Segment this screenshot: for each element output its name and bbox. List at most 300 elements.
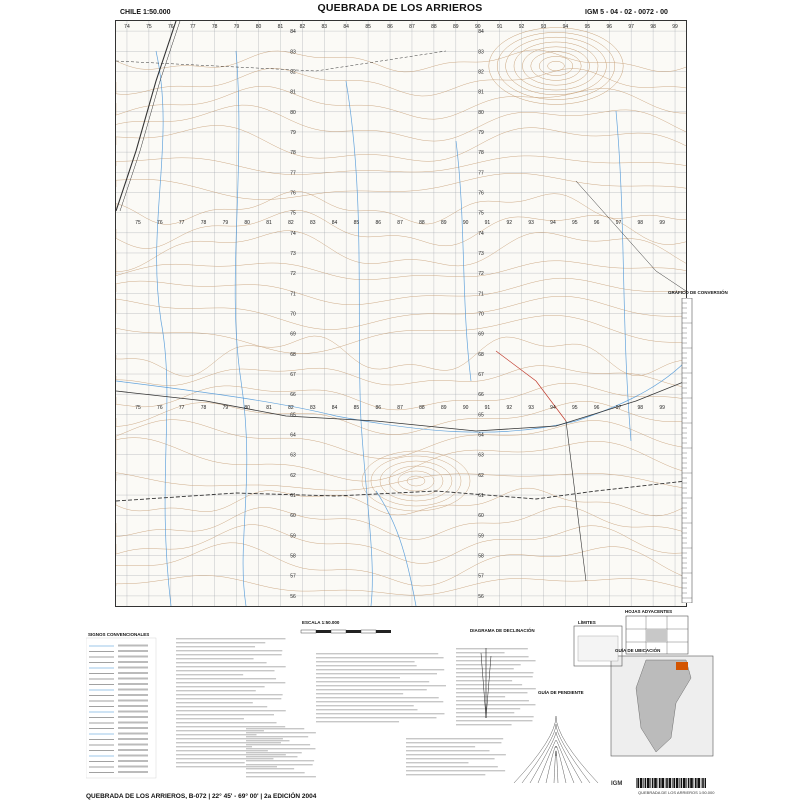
- text-line: [456, 648, 528, 649]
- grid-label-x: 81: [277, 24, 284, 30]
- grid-label-y: 61: [290, 493, 296, 500]
- text-line: [176, 694, 283, 695]
- grid-label-y: 71: [478, 291, 484, 298]
- grid-label-y: 63: [290, 452, 296, 459]
- grid-label-x: 79: [233, 24, 240, 30]
- text-line: [316, 681, 429, 682]
- text-line: [406, 770, 505, 771]
- grid-label-inner: 99: [659, 405, 665, 411]
- legend-text-line: [118, 744, 148, 746]
- barcode-bar: [688, 778, 690, 788]
- barcode-bar: [697, 778, 700, 788]
- text-line: [246, 760, 314, 761]
- text-line: [406, 762, 468, 763]
- scale-bar: [301, 630, 391, 633]
- text-line: [456, 700, 529, 701]
- text-line: [456, 716, 534, 717]
- grid-label-inner: 93: [528, 405, 534, 411]
- grid-label-y: 62: [478, 472, 484, 479]
- text-line: [456, 708, 520, 709]
- grid-label-inner: 92: [506, 220, 513, 226]
- hill-contour: [371, 456, 461, 506]
- grid-label-inner: 90: [462, 220, 469, 226]
- grid-label-y: 66: [478, 392, 484, 399]
- text-line: [246, 728, 304, 729]
- grid-label-x: 92: [518, 24, 525, 30]
- contour-line: [116, 156, 686, 175]
- text-line: [176, 682, 285, 683]
- grid-label-inner: 77: [178, 405, 185, 411]
- text-line: [176, 670, 275, 671]
- text-line: [316, 697, 439, 698]
- text-line: [176, 642, 265, 643]
- marginal-info: [86, 608, 716, 793]
- grid-label-x: 95: [584, 24, 591, 30]
- grid-label-y: 70: [478, 311, 484, 318]
- barcode-bar: [701, 778, 702, 788]
- legend-text-line: [118, 766, 148, 768]
- grid-label-x: 91: [496, 24, 503, 30]
- legend-text-line: [118, 755, 148, 757]
- grid-label-inner: 81: [266, 220, 272, 226]
- grid-label-inner: 92: [506, 405, 513, 411]
- text-line: [176, 710, 286, 711]
- grid-label-y: 63: [478, 452, 484, 459]
- text-line: [406, 738, 503, 739]
- grid-label-y: 80: [478, 109, 484, 116]
- text-line: [246, 768, 294, 769]
- grid-label-x: 96: [606, 24, 613, 30]
- legend-text-line: [118, 727, 148, 729]
- grid-label-inner: 75: [135, 220, 141, 226]
- barcode-bar: [650, 778, 651, 788]
- map-title: QUEBRADA DE LOS ARRIEROS: [317, 2, 483, 14]
- text-line: [316, 661, 415, 662]
- barcode-bar: [669, 778, 672, 788]
- barcode-bar: [645, 778, 647, 788]
- text-line: [406, 758, 495, 759]
- footer-title: QUEBRADA DE LOS ARRIEROS, B-072 | 22° 45' - 69° 00' | 2a EDICIÓN 2004: [86, 793, 317, 800]
- text-line: [176, 678, 276, 679]
- grid-label-y: 73: [290, 250, 296, 257]
- barcode-bar: [672, 778, 673, 788]
- barcode-bar: [681, 778, 683, 788]
- grid-label-x: 94: [562, 24, 569, 30]
- text-line: [456, 672, 533, 673]
- barcode-bar: [654, 778, 657, 788]
- grid-label-inner: 83: [309, 405, 316, 411]
- grid-label-inner: 82: [288, 220, 294, 226]
- grid-label-y: 62: [290, 472, 296, 479]
- grid-label-x: 80: [255, 24, 262, 30]
- legend-text-line: [118, 700, 148, 702]
- text-line: [176, 646, 255, 647]
- text-line: [246, 744, 310, 745]
- text-line: [406, 766, 498, 767]
- grid-label-x: 76: [168, 24, 174, 30]
- grid-label-inner: 77: [178, 220, 185, 226]
- grid-label-inner: 79: [222, 405, 229, 411]
- grid-label-x: 93: [540, 24, 547, 30]
- grid-label-inner: 97: [615, 405, 622, 411]
- barcode-bar: [683, 778, 686, 788]
- grid-label-x: 77: [189, 24, 196, 30]
- contour-line: [116, 420, 686, 459]
- text-line: [176, 662, 267, 663]
- grid-label-inner: 87: [397, 220, 403, 226]
- text-line: [406, 754, 506, 755]
- text-line: [176, 658, 254, 659]
- grid-label-y: 58: [290, 553, 296, 560]
- text-line: [316, 705, 414, 706]
- text-line: [176, 766, 277, 767]
- grid-label-y: 67: [290, 372, 296, 379]
- legend-text-line: [118, 645, 148, 647]
- slope-title: GUÍA DE PENDIENTE: [538, 690, 584, 695]
- text-line: [456, 668, 514, 669]
- conversion-title: GRÁFICO DE CONVERSIÓN: [668, 290, 728, 295]
- grid-label-y: 69: [290, 331, 296, 338]
- text-line: [456, 684, 522, 685]
- text-line: [176, 722, 277, 723]
- text-line: [456, 664, 521, 665]
- barcode-bar: [636, 778, 637, 788]
- contour-line: [116, 573, 686, 596]
- location-title: GUÍA DE UBICACIÓN: [615, 648, 661, 653]
- text-line: [176, 686, 265, 687]
- barcode-bar: [690, 778, 693, 788]
- grid-label-y: 82: [478, 69, 484, 76]
- barcode-bar: [665, 778, 666, 788]
- grid-label-inner: 75: [135, 405, 141, 411]
- grid-label-inner: 98: [637, 405, 644, 411]
- grid-label-y: 66: [290, 392, 296, 399]
- text-line: [316, 701, 443, 702]
- text-line: [176, 690, 256, 691]
- legend-text-line: [118, 705, 148, 707]
- grid-label-y: 79: [478, 129, 484, 136]
- contour-line: [116, 543, 686, 586]
- limits-title: LÍMITES: [578, 620, 596, 625]
- text-line: [316, 689, 427, 690]
- grid-label-inner: 85: [353, 405, 360, 411]
- contour-line: [116, 210, 686, 248]
- text-line: [456, 724, 512, 725]
- grid-label-y: 78: [478, 150, 484, 157]
- contour-line: [116, 296, 686, 329]
- text-line: [246, 748, 315, 749]
- legend-text-line: [118, 689, 148, 691]
- declination-title: DIAGRAMA DE DECLINACIÓN: [470, 628, 535, 633]
- legend-text-line: [118, 672, 148, 674]
- barcode-bar: [637, 778, 639, 788]
- text-line: [176, 734, 257, 735]
- grid-label-x: 97: [628, 24, 634, 30]
- grid-label-x: 86: [387, 24, 393, 30]
- barcode-bar: [640, 778, 643, 788]
- text-line: [176, 742, 281, 743]
- grid-label-y: 83: [478, 49, 484, 56]
- grid-label-y: 70: [290, 311, 296, 318]
- grid-label-inner: 84: [331, 220, 338, 226]
- grid-label-inner: 89: [440, 405, 447, 411]
- text-line: [176, 666, 286, 667]
- grid-label-y: 74: [478, 230, 484, 237]
- grid-label-inner: 80: [244, 405, 250, 411]
- text-line: [456, 696, 505, 697]
- legend-text-line: [118, 749, 148, 751]
- text-line: [246, 756, 297, 757]
- grid-label-x: 88: [431, 24, 437, 30]
- legend-text-line: [118, 716, 148, 718]
- grid-label-inner: 76: [157, 405, 163, 411]
- barcode: [636, 778, 706, 788]
- grid-label-inner: 84: [331, 405, 338, 411]
- grid-label-y: 71: [290, 291, 296, 298]
- hill-contour: [506, 37, 607, 95]
- text-line: [246, 740, 289, 741]
- text-line: [456, 704, 535, 705]
- text-line: [316, 673, 437, 674]
- grid-label-inner: 93: [528, 220, 534, 226]
- barcode-bar: [652, 778, 654, 788]
- text-line: [176, 730, 264, 731]
- barcode-bar: [695, 778, 697, 788]
- text-line: [316, 653, 438, 654]
- grid-label-inner: 83: [309, 220, 316, 226]
- text-line: [316, 665, 417, 666]
- barcode-bar: [705, 778, 706, 788]
- contour-line: [116, 86, 686, 119]
- grid-label-y: 76: [478, 190, 484, 197]
- text-line: [406, 774, 485, 775]
- hill-contour: [407, 476, 425, 486]
- text-line: [406, 742, 501, 743]
- grid-label-y: 74: [290, 230, 296, 237]
- text-line: [316, 677, 400, 678]
- contour-line: [116, 438, 686, 481]
- legend-text-line: [118, 683, 148, 685]
- grid-label-y: 72: [478, 271, 484, 278]
- grid-label-y: 75: [478, 210, 484, 217]
- grid-label-inner: 96: [593, 220, 600, 226]
- grid-label-y: 57: [290, 573, 296, 580]
- legend-text-line: [118, 661, 148, 663]
- barcode-bar: [666, 778, 668, 788]
- text-line: [176, 750, 268, 751]
- railway: [116, 21, 176, 211]
- barcode-bar: [686, 778, 687, 788]
- text-line: [176, 726, 285, 727]
- text-line: [316, 685, 446, 686]
- text-line: [176, 754, 286, 755]
- barcode-bar: [659, 778, 661, 788]
- text-line: [246, 752, 302, 753]
- topographic-map[interactable]: [115, 20, 687, 607]
- contour-line: [116, 50, 686, 72]
- grid-label-y: 61: [478, 493, 484, 500]
- grid-label-inner: 87: [397, 405, 403, 411]
- grid-label-y: 75: [290, 210, 296, 217]
- text-line: [176, 746, 252, 747]
- grid-label-y: 65: [290, 412, 296, 419]
- text-line: [456, 652, 505, 653]
- text-line: [176, 638, 285, 639]
- hill-contour: [489, 28, 623, 105]
- grid-label-x: 75: [146, 24, 152, 30]
- text-line: [406, 746, 475, 747]
- contour-lines: [116, 28, 686, 596]
- grid-label-inner: 94: [550, 405, 556, 411]
- text-line: [456, 712, 514, 713]
- legend-text-line: [118, 678, 148, 680]
- grid-label-y: 65: [478, 412, 484, 419]
- grid-label-inner: 78: [200, 405, 207, 411]
- grid-label-inner: 89: [440, 220, 447, 226]
- contour-line: [116, 173, 686, 199]
- hill-contour: [362, 451, 470, 511]
- legend-title: SIGNOS CONVENCIONALES: [88, 632, 150, 637]
- slope-curve: [556, 716, 598, 783]
- grid-label-y: 79: [290, 129, 296, 136]
- grid-label-inner: 99: [659, 220, 665, 226]
- grid-label-y: 68: [478, 351, 484, 358]
- contour-line: [116, 261, 686, 280]
- text-line: [246, 764, 313, 765]
- text-line: [316, 709, 418, 710]
- grid-label-y: 68: [290, 351, 296, 358]
- legend-text-line: [118, 760, 148, 762]
- legend-text-line: [118, 667, 148, 669]
- grid-label-y: 60: [478, 513, 484, 520]
- grid-label-x: 84: [343, 24, 349, 30]
- text-line: [176, 654, 282, 655]
- text-line: [316, 693, 403, 694]
- grid-label-y: 56: [478, 593, 484, 600]
- grid-label-inner: 91: [484, 405, 491, 411]
- legend-text-line: [118, 771, 148, 773]
- text-line: [176, 706, 267, 707]
- drainage-line: [616, 111, 631, 441]
- text-line: [456, 692, 527, 693]
- grid-label-y: 84: [478, 29, 484, 36]
- text-line: [456, 660, 536, 661]
- grid-label-inner: 85: [353, 220, 360, 226]
- text-line: [176, 698, 281, 699]
- grid-label-inner: 97: [615, 220, 622, 226]
- legend-text-line: [118, 650, 148, 652]
- grid-label-y: 80: [290, 109, 296, 116]
- railway: [120, 21, 180, 211]
- grid-labels: [124, 24, 678, 600]
- text-line: [246, 736, 308, 737]
- grid-label-inner: 78: [200, 220, 207, 226]
- contour-line: [116, 125, 686, 161]
- barcode-bar: [676, 778, 679, 788]
- text-line: [456, 720, 532, 721]
- text-line: [316, 721, 399, 722]
- grid-label-y: 64: [478, 432, 484, 439]
- grid-label-inner: 90: [462, 405, 469, 411]
- text-line: [176, 714, 274, 715]
- grid-label-y: 60: [290, 513, 296, 520]
- road-dashed: [116, 481, 686, 501]
- grid-label-x: 99: [672, 24, 678, 30]
- text-line: [316, 657, 444, 658]
- slope-curve: [554, 751, 556, 783]
- grid-label-y: 77: [290, 170, 296, 177]
- grid-label-y: 82: [290, 69, 296, 76]
- hill-contour: [539, 56, 573, 75]
- grid-label-inner: 81: [266, 405, 272, 411]
- grid-label-inner: 91: [484, 220, 491, 226]
- track: [566, 421, 586, 581]
- text-line: [176, 674, 243, 675]
- legend-text-line: [118, 711, 148, 713]
- grid-label-inner: 88: [419, 220, 425, 226]
- grid-label-y: 73: [478, 250, 484, 257]
- contour-line: [116, 278, 686, 305]
- scale-label: CHILE 1:50.000: [120, 9, 171, 16]
- text-line: [456, 680, 512, 681]
- text-line: [316, 717, 436, 718]
- grid-label-inner: 95: [572, 405, 578, 411]
- grid-label-y: 57: [478, 573, 484, 580]
- text-line: [176, 762, 245, 763]
- grid-label-x: 98: [650, 24, 656, 30]
- barcode-bar: [643, 778, 644, 788]
- grid-label-y: 72: [290, 271, 296, 278]
- slope-curve: [556, 751, 558, 783]
- grid-label-inner: 76: [157, 220, 163, 226]
- text-line: [456, 688, 536, 689]
- grid-label-y: 81: [478, 89, 484, 96]
- barcode-bar: [658, 778, 659, 788]
- legend-text-line: [118, 738, 148, 740]
- grid-label-inner: 98: [637, 220, 644, 226]
- roads: [116, 21, 686, 581]
- grid-label-x: 78: [211, 24, 218, 30]
- grid-label-x: 85: [365, 24, 371, 30]
- legend-text-line: [118, 694, 148, 696]
- text-line: [316, 713, 444, 714]
- grid-label-x: 89: [453, 24, 459, 30]
- barcode-bar: [702, 778, 704, 788]
- map-canvas: [116, 21, 686, 606]
- legend-text-line: [118, 733, 148, 735]
- grid-label-y: 84: [290, 29, 296, 36]
- contour-line: [116, 315, 686, 353]
- scale-title: ESCALA 1:50.000: [302, 620, 340, 625]
- hill-contour: [522, 47, 589, 85]
- text-line: [176, 738, 283, 739]
- barcode-bar: [661, 778, 664, 788]
- barcode-bar: [679, 778, 680, 788]
- grid-label-inner: 86: [375, 220, 382, 226]
- hill-contour: [497, 32, 615, 99]
- grid-label-x: 87: [409, 24, 415, 30]
- grid-label-y: 69: [478, 331, 484, 338]
- grid-label-x: 82: [299, 24, 306, 30]
- drainage-line: [156, 51, 171, 606]
- text-line: [176, 702, 253, 703]
- text-line: [176, 758, 273, 759]
- contour-line: [116, 366, 686, 387]
- igm-logo: IGM: [611, 781, 623, 787]
- barcode-bar: [647, 778, 650, 788]
- barcode-bar: [673, 778, 675, 788]
- contour-line: [116, 68, 686, 96]
